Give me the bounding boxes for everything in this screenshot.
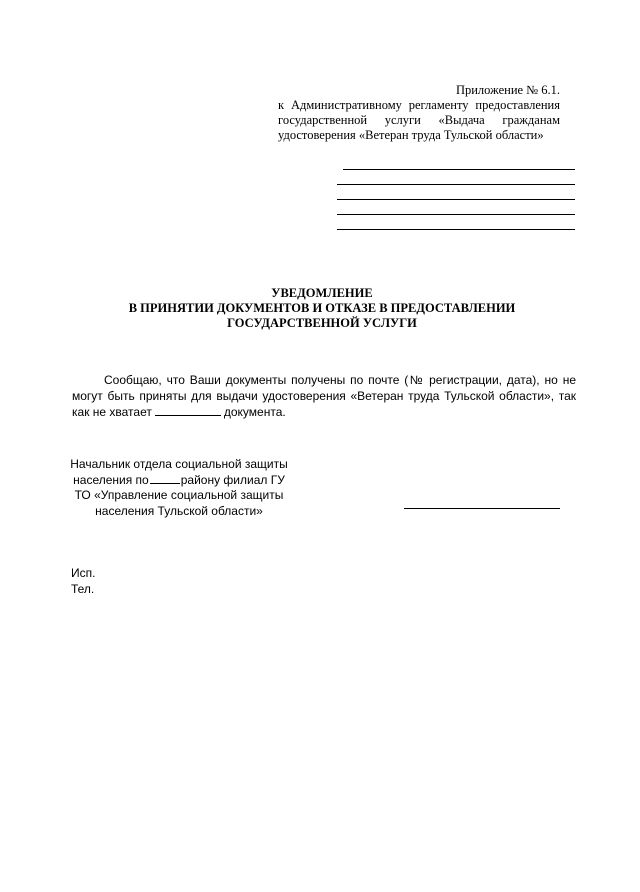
executor-label: Исп. — [71, 566, 96, 580]
chief-line-1: Начальник отдела социальной защиты — [70, 457, 288, 471]
heading-line-2: В ПРИНЯТИИ ДОКУМЕНТОВ И ОТКАЗЕ В ПРЕДОСТАВЛЕНИИ — [128, 301, 516, 315]
message-text: Сообщаю, что Ваши документы получены по почте (№ регистрации, дата), но не могут быть приняты для выдачи удостоверения «Ветеран труда Тульской области», так как не хватает — [72, 373, 576, 419]
heading-line-1: УВЕДОМЛЕНИЕ — [271, 286, 373, 300]
appendix-title: Приложение № 6.1. — [455, 83, 560, 97]
document-heading — [60, 286, 584, 331]
chief-line-2-start: населения по — [73, 472, 149, 487]
chief-line-2 — [64, 473, 294, 489]
addressee-line — [343, 156, 575, 170]
chief-line-3: ТО «Управление социальной защиты — [74, 488, 284, 502]
addressee-line — [337, 186, 575, 200]
executor-block — [71, 566, 95, 597]
heading-line-3: ГОСУДАРСТВЕННОЙ УСЛУГИ — [227, 316, 417, 330]
chief-signatory-block — [64, 457, 294, 519]
chief-line-2-end: району филиал ГУ — [180, 472, 285, 487]
addressee-line — [337, 201, 575, 215]
appendix-reference: к Административному регламенту предоставления государственной услуги «Выдача гражданам удостоверения «Ветеран труда Тульской области» — [278, 98, 560, 142]
addressee-line — [337, 216, 575, 230]
appendix-block — [278, 83, 560, 143]
missing-document-blank — [155, 404, 221, 416]
district-blank — [150, 473, 180, 484]
phone-label: Тел. — [71, 581, 95, 596]
addressee-line — [337, 171, 575, 185]
message-text-end: документа. — [223, 405, 286, 419]
signature-line — [404, 508, 560, 509]
chief-line-4: населения Тульской области» — [95, 503, 263, 518]
message-paragraph — [72, 372, 576, 420]
addressee-block — [337, 156, 575, 231]
